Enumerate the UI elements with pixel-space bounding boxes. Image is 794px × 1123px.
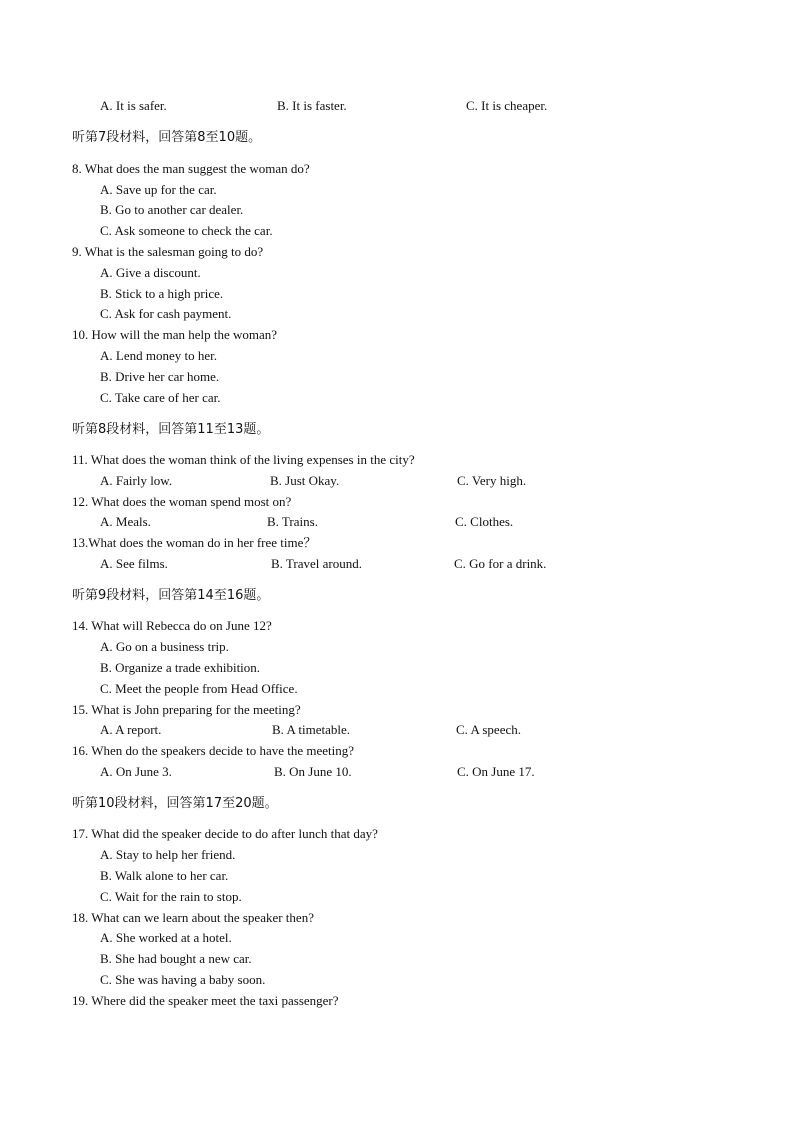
q14-option-c: C. Meet the people from Head Office. <box>100 681 298 696</box>
q17-option-a: A. Stay to help her friend. <box>100 847 236 862</box>
q12-option-b: B. Trains. <box>267 514 318 529</box>
q13-option-b: B. Travel around. <box>271 556 362 571</box>
question-13: 13.What does the woman do in her free time？ <box>72 535 317 550</box>
question-8: 8. What does the man suggest the woman do? <box>72 161 310 176</box>
section-heading-8: 听第8段材料，回答第11至13题。 <box>72 422 270 437</box>
q14-option-b: B. Organize a trade exhibition. <box>100 660 261 675</box>
q14-option-a: A. Go on a business trip. <box>100 639 229 654</box>
question-11: 11. What does the woman think of the living expenses in the city? <box>72 452 415 467</box>
q17-option-b: B. Walk alone to her car. <box>100 868 229 883</box>
q9-option-b: B. Stick to a high price. <box>100 286 224 301</box>
question-9: 9. What is the salesman going to do? <box>72 244 264 259</box>
question-14: 14. What will Rebecca do on June 12? <box>72 618 272 633</box>
q13-option-c: C. Go for a drink. <box>454 556 547 571</box>
q13-option-a: A. See films. <box>100 556 168 571</box>
q18-option-b: B. She had bought a new car. <box>100 951 252 966</box>
q8-option-b: B. Go to another car dealer. <box>100 202 244 217</box>
q16-option-c: C. On June 17. <box>457 764 535 779</box>
question-15: 15. What is John preparing for the meeting? <box>72 702 301 717</box>
q11-option-b: B. Just Okay. <box>270 473 340 488</box>
q16-option-b: B. On June 10. <box>274 764 352 779</box>
q16-option-a: A. On June 3. <box>100 764 172 779</box>
q10-option-b: B. Drive her car home. <box>100 369 220 384</box>
question-16: 16. When do the speakers decide to have the meeting? <box>72 743 355 758</box>
q17-option-c: C. Wait for the rain to stop. <box>100 889 242 904</box>
section-heading-9: 听第9段材料，回答第14至16题。 <box>72 588 270 603</box>
q18-option-c: C. She was having a baby soon. <box>100 972 266 987</box>
q15-option-a: A. A report. <box>100 722 162 737</box>
q10-option-a: A. Lend money to her. <box>100 348 217 363</box>
q8-option-c: C. Ask someone to check the car. <box>100 223 273 238</box>
q11-option-a: A. Fairly low. <box>100 473 173 488</box>
q18-option-a: A. She worked at a hotel. <box>100 930 232 945</box>
q12-option-c: C. Clothes. <box>455 514 514 529</box>
q9-option-c: C. Ask for cash payment. <box>100 306 232 321</box>
q7-option-a: A. It is safer. <box>100 98 167 113</box>
question-12: 12. What does the woman spend most on? <box>72 494 292 509</box>
question-18: 18. What can we learn about the speaker then? <box>72 910 314 925</box>
question-17: 17. What did the speaker decide to do after lunch that day? <box>72 826 378 841</box>
q11-option-c: C. Very high. <box>457 473 527 488</box>
q8-option-a: A. Save up for the car. <box>100 182 217 197</box>
question-10: 10. How will the man help the woman? <box>72 327 278 342</box>
section-heading-7: 听第7段材料，回答第8至10题。 <box>72 130 262 145</box>
q10-option-c: C. Take care of her car. <box>100 390 221 405</box>
q7-option-c: C. It is cheaper. <box>466 98 548 113</box>
question-19: 19. Where did the speaker meet the taxi passenger? <box>72 993 339 1008</box>
q9-option-a: A. Give a discount. <box>100 265 201 280</box>
q7-option-b: B. It is faster. <box>277 98 347 113</box>
section-heading-10: 听第10段材料，回答第17至20题。 <box>72 796 278 811</box>
q12-option-a: A. Meals. <box>100 514 151 529</box>
q15-option-b: B. A timetable. <box>272 722 350 737</box>
q15-option-c: C. A speech. <box>456 722 521 737</box>
